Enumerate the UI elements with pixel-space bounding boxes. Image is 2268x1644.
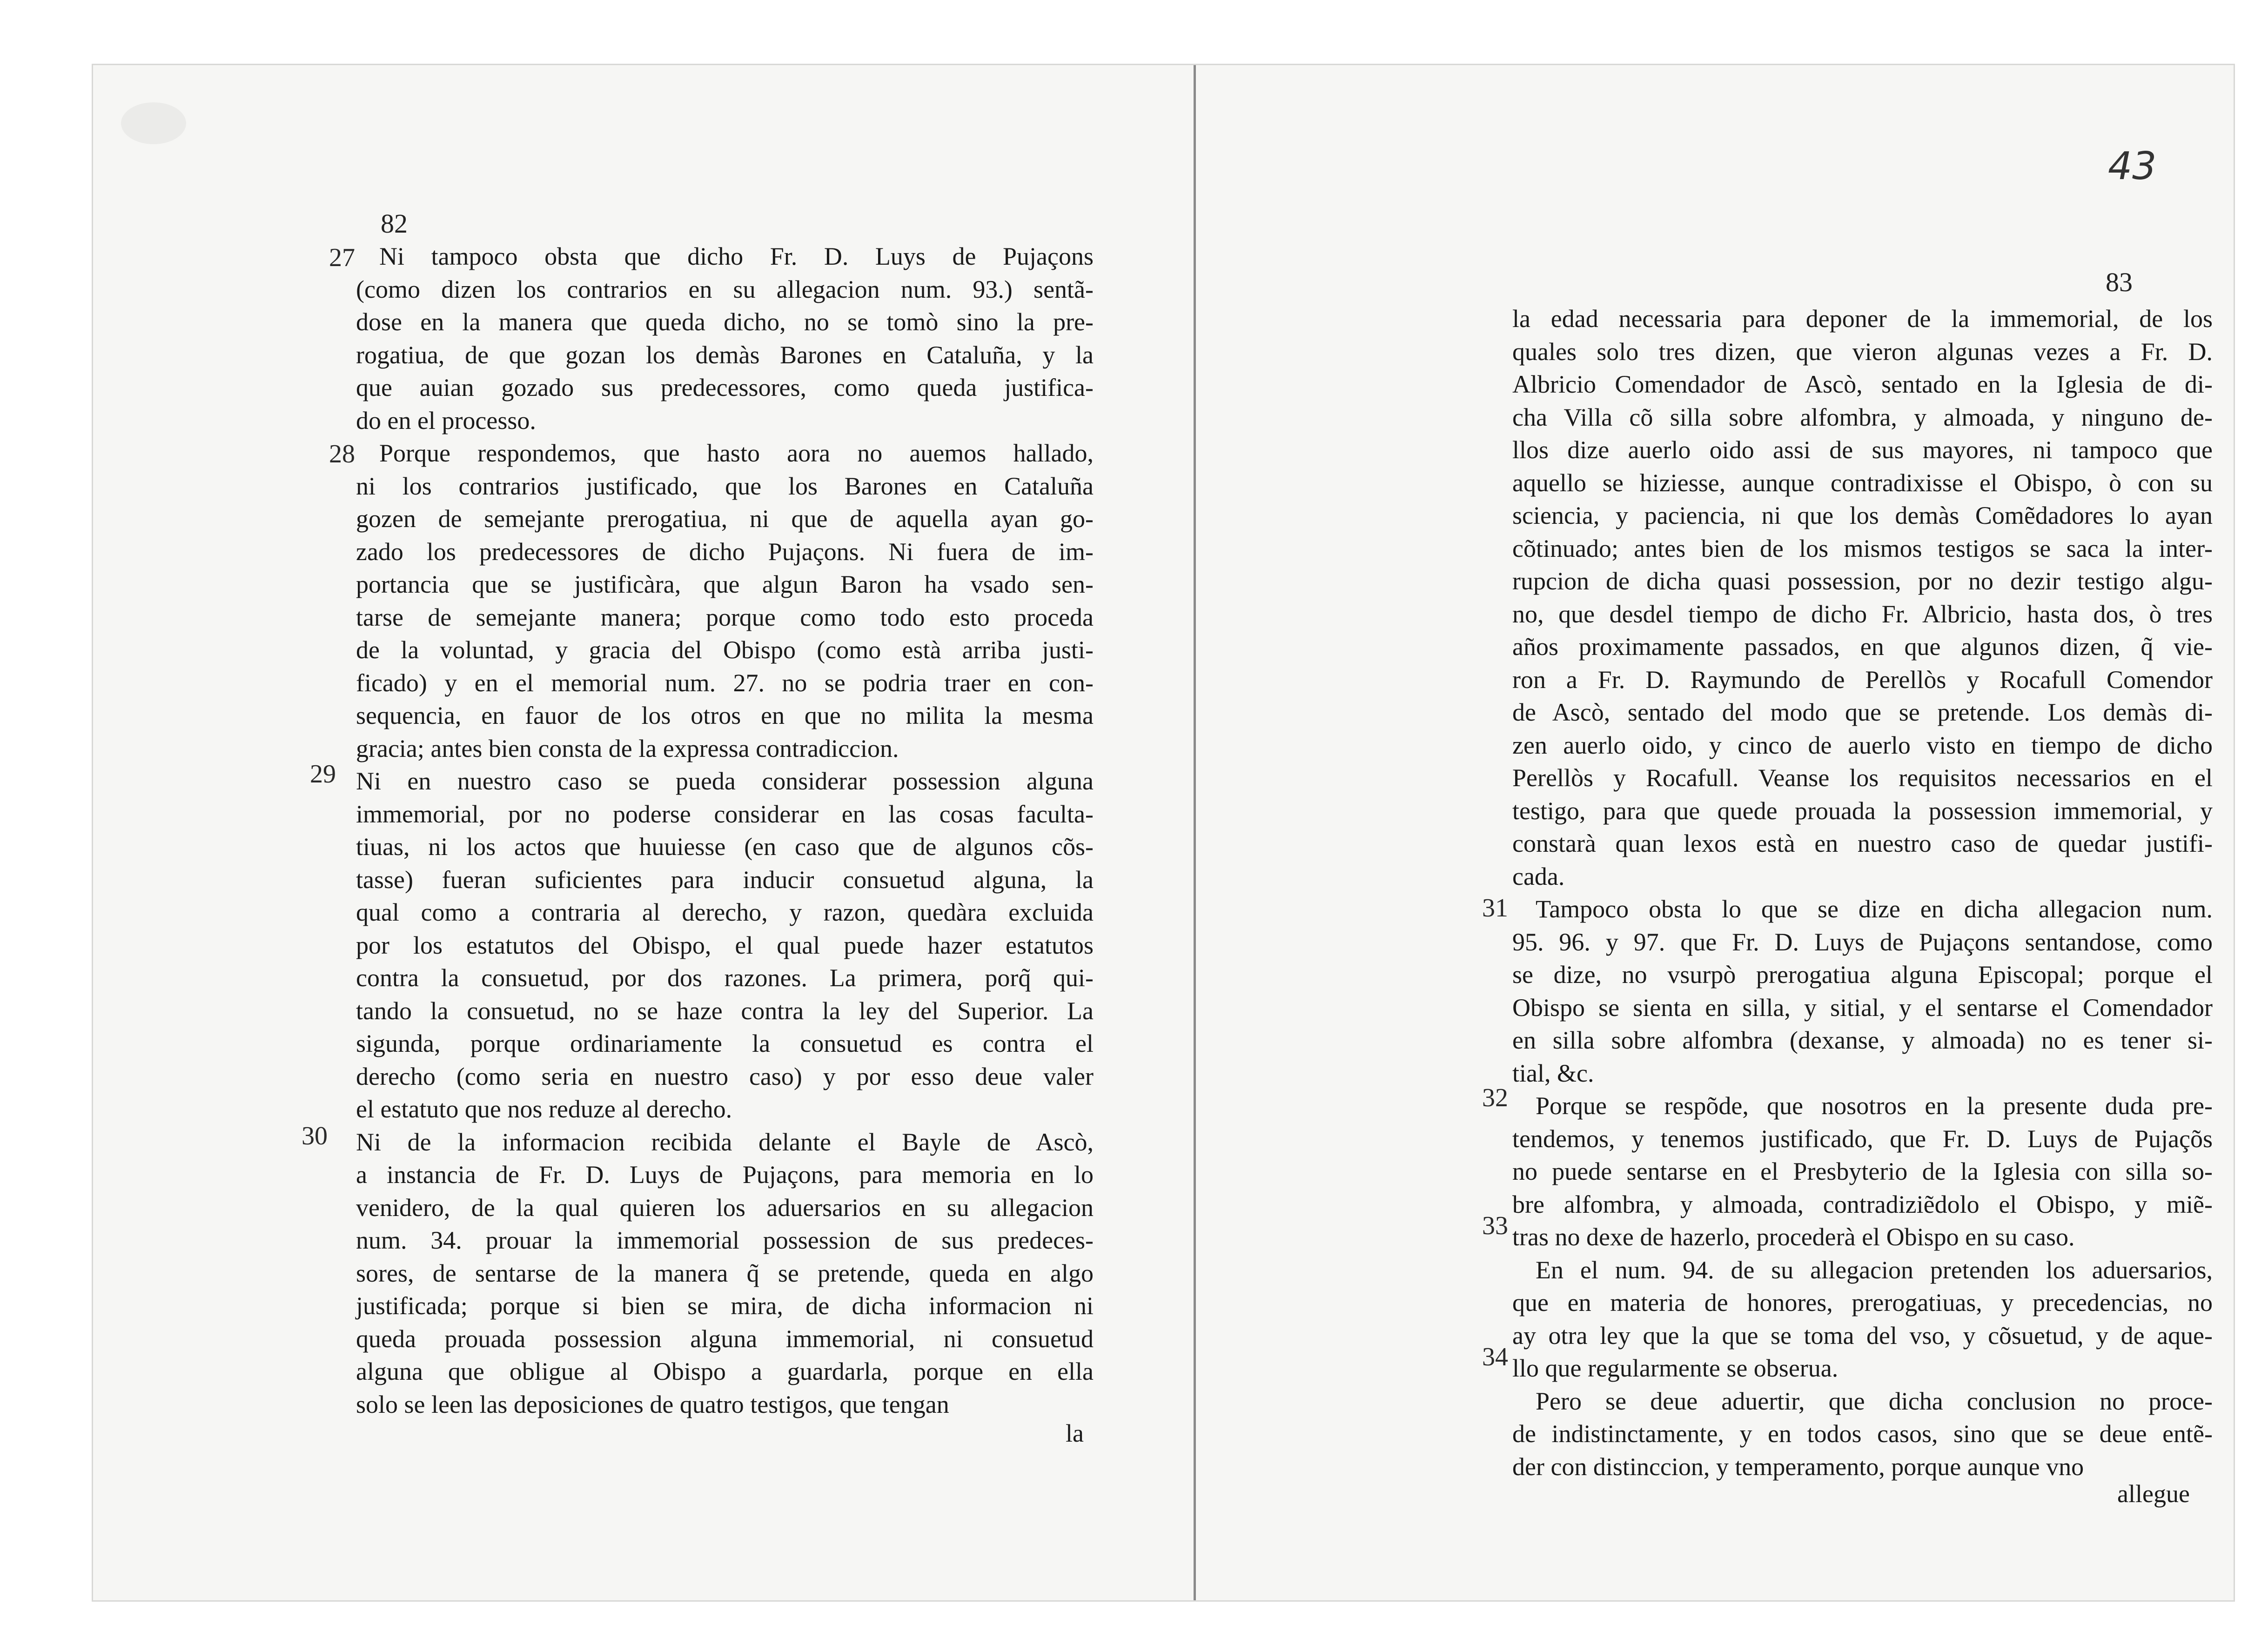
text-line: a instancia de Fr. D. Luys de Pujaçons, para memoria en lo — [356, 1161, 1094, 1189]
right-body-text — [1512, 302, 2213, 1483]
text-line: Tampoco obsta lo que se dize en dicha allegacion num. — [1536, 895, 2213, 923]
margin-number: 29 — [310, 760, 336, 789]
text-line: tras no dexe de hazerlo, procederà el Obispo en su caso. — [1512, 1223, 2075, 1251]
text-line: llo que regularmente se obserua. — [1512, 1354, 1839, 1382]
margin-number: 27 — [329, 243, 355, 272]
text-line: Ni en nuestro caso se pueda considerar possession alguna — [356, 767, 1094, 795]
text-line: que en materia de honores, prerogatiuas, y precedencias, no — [1512, 1289, 2213, 1317]
text-line: solo se leen las deposiciones de quatro testigos, que tengan — [356, 1390, 949, 1418]
text-line: immemorial, por no poderse considerar en las cosas faculta- — [356, 800, 1094, 828]
text-line: por los estatutos del Obispo, el qual puede hazer estatutos — [356, 931, 1094, 959]
text-line: sigunda, porque ordinariamente la consuetud es contra el — [356, 1029, 1094, 1057]
text-line: en silla sobre alfombra (dexanse, y almoada) no es tener si- — [1512, 1026, 2213, 1054]
text-line: alguna que obligue al Obispo a guardarla, porque en ella — [356, 1357, 1094, 1385]
archive-number: 43 — [2108, 144, 2157, 188]
text-line: Ni tampoco obsta que dicho Fr. D. Luys de Pujaçons — [379, 242, 1094, 270]
margin-number: 32 — [1482, 1083, 1508, 1112]
text-line: ay otra ley que la que se toma del vso, y cõsuetud, y de aque- — [1512, 1321, 2213, 1350]
text-line: la edad necessaria para deponer de la immemorial, de los — [1512, 305, 2213, 333]
text-line: gracia; antes bien consta de la expressa contradiccion. — [356, 734, 899, 762]
text-line: de Ascò, sentado del modo que se pretende. Los demàs di- — [1512, 698, 2213, 726]
text-line: tasse) fueran suficientes para inducir consuetud alguna, la — [356, 865, 1094, 894]
text-line: Perellòs y Rocafull. Veanse los requisitos necessarios en el — [1512, 764, 2213, 792]
text-line: de indistinctamente, y en todos casos, sino que se deue entẽ- — [1512, 1420, 2213, 1448]
text-line: no puede sentarse en el Presbyterio de la Iglesia con silla so- — [1512, 1157, 2213, 1185]
text-line: Obispo se sienta en silla, y sitial, y el sentarse el Comendador — [1512, 993, 2213, 1022]
text-line: (como dizen los contrarios en su allegacion num. 93.) sentã- — [356, 275, 1094, 303]
text-line: portancia que se justificàra, que algun Baron ha vsado sen- — [356, 570, 1094, 598]
paper-stain — [121, 102, 186, 144]
text-line: ni los contrarios justificado, que los Barones en Cataluña — [356, 472, 1094, 500]
margin-number: 30 — [302, 1122, 328, 1150]
text-line: cha Villa cõ silla sobre alfombra, y almoada, y ninguno de- — [1512, 403, 2213, 431]
text-line: rogatiua, de que gozan los demàs Barones en Cataluña, y la — [356, 341, 1094, 369]
text-line: tendemos, y tenemos justificado, que Fr. D. Luys de Pujaçõs — [1512, 1124, 2213, 1153]
text-line: der con distinccion, y temperamento, porque aunque vno — [1512, 1452, 2084, 1481]
text-line: testigo, para que quede prouada la possession immemorial, y — [1512, 796, 2213, 825]
text-line: sequencia, en fauor de los otros en que no milita la mesma — [356, 702, 1094, 729]
text-line: justificada; porque si bien se mira, de dicha informacion ni — [356, 1292, 1094, 1320]
text-line: el estatuto que nos reduze al derecho. — [356, 1095, 732, 1123]
text-line: zado los predecessores de dicho Pujaçons. Ni fuera de im- — [356, 537, 1094, 566]
text-line: Albricio Comendador de Ascò, sentado en la Iglesia de di- — [1512, 370, 2213, 398]
text-line: quales solo tres dizen, que vieron algunas vezes a Fr. D. — [1512, 337, 2213, 366]
text-line: sores, de sentarse de la manera q̃ se pretende, queda en algo — [356, 1259, 1094, 1287]
text-line: se dize, no vsurpò prerogatiua alguna Episcopal; porque el — [1512, 961, 2213, 989]
text-line: rupcion de dicha quasi possession, por no dezir testigo algu- — [1512, 567, 2213, 595]
text-line: Porque respondemos, que hasto aora no auemos hallado, — [379, 439, 1094, 467]
text-line: zen auerlo oido, y cinco de auerlo visto en tiempo de dicho — [1512, 731, 2213, 759]
text-line: cada. — [1512, 862, 1565, 890]
text-line: tial, &c. — [1512, 1059, 1594, 1087]
text-line: dose en la manera que queda dicho, no se tomò sino la pre- — [356, 308, 1094, 336]
margin-number: 34 — [1482, 1343, 1508, 1371]
left-body-text — [356, 240, 1094, 1421]
right-folio: 83 — [2106, 267, 2133, 297]
text-line: de la voluntad, y gracia del Obispo (como està arriba justi- — [356, 636, 1094, 664]
text-line: queda prouada possession alguna immemorial, ni consuetud — [356, 1324, 1094, 1353]
text-line: 95. 96. y 97. que Fr. D. Luys de Pujaçons sentandose, como — [1512, 928, 2213, 956]
text-line: ron a Fr. D. Raymundo de Perellòs y Rocafull Comendor — [1512, 665, 2213, 694]
text-line: Porque se respõde, que nosotros en la presente duda pre- — [1536, 1092, 2213, 1120]
text-line: derecho (como seria en nuestro caso) y por esso deue valer — [356, 1062, 1094, 1090]
text-line: do en el processo. — [356, 406, 536, 434]
text-line: ficado) y en el memorial num. 27. no se podria traer en con- — [356, 668, 1094, 697]
text-line: tiuas, ni los actos que huuiesse (en caso que de algunos cõs- — [356, 833, 1094, 861]
text-line: Pero se deue aduertir, que dicha conclusion no proce- — [1536, 1387, 2213, 1415]
left-folio: 82 — [381, 208, 408, 239]
book-spread — [93, 65, 2234, 1600]
text-line: qual como a contraria al derecho, y razon, quedàra excluida — [356, 898, 1094, 926]
text-line: contra la consuetud, por dos razones. La primera, porq̃ qui- — [356, 964, 1094, 992]
text-line: bre alfombra, y almoada, contradiziẽdolo el Obispo, y miẽ- — [1512, 1190, 2213, 1218]
text-line: llos dize auerlo oido assi de sus mayores, ni tampoco que — [1512, 436, 2213, 464]
text-line: En el num. 94. de su allegacion pretenden los aduersarios, — [1536, 1256, 2213, 1284]
text-line: no, que desdel tiempo de dicho Fr. Albricio, hasta dos, ò tres — [1512, 600, 2213, 628]
text-line: tando la consuetud, no se haze contra la ley del Superior. La — [356, 996, 1094, 1025]
text-line: constarà quan lexos està en nuestro caso de quedar justifi- — [1512, 829, 2213, 857]
text-line: sciencia, y paciencia, ni que los demàs Comẽdadores lo ayan — [1512, 501, 2213, 529]
right-page — [1196, 65, 2234, 1600]
text-line: que auian gozado sus predecessores, como queda justifica- — [356, 374, 1094, 401]
margin-number: 31 — [1482, 894, 1508, 922]
left-catchword: la — [1066, 1419, 1084, 1447]
right-catchword: allegue — [2117, 1480, 2190, 1508]
text-line: num. 34. prouar la immemorial possession de sus predeces- — [356, 1226, 1094, 1254]
text-line: venidero, de la qual quieren los aduersarios en su allegacion — [356, 1193, 1094, 1222]
left-page — [93, 65, 1196, 1600]
text-line: gozen de semejante prerogatiua, ni que de aquella ayan go- — [356, 505, 1094, 533]
text-line: tarse de semejante manera; porque como todo esto proceda — [356, 603, 1094, 631]
text-line: años proximamente passados, en que algunos dizen, q̃ vie- — [1512, 633, 2213, 661]
text-line: cõtinuado; antes bien de los mismos testigos se saca la inter- — [1512, 534, 2213, 562]
margin-number: 33 — [1482, 1211, 1508, 1240]
text-line: Ni de la informacion recibida delante el Bayle de Ascò, — [356, 1128, 1094, 1156]
text-line: aquello se hiziesse, aunque contradixisse el Obispo, ò con su — [1512, 468, 2213, 497]
margin-number: 28 — [329, 440, 355, 468]
